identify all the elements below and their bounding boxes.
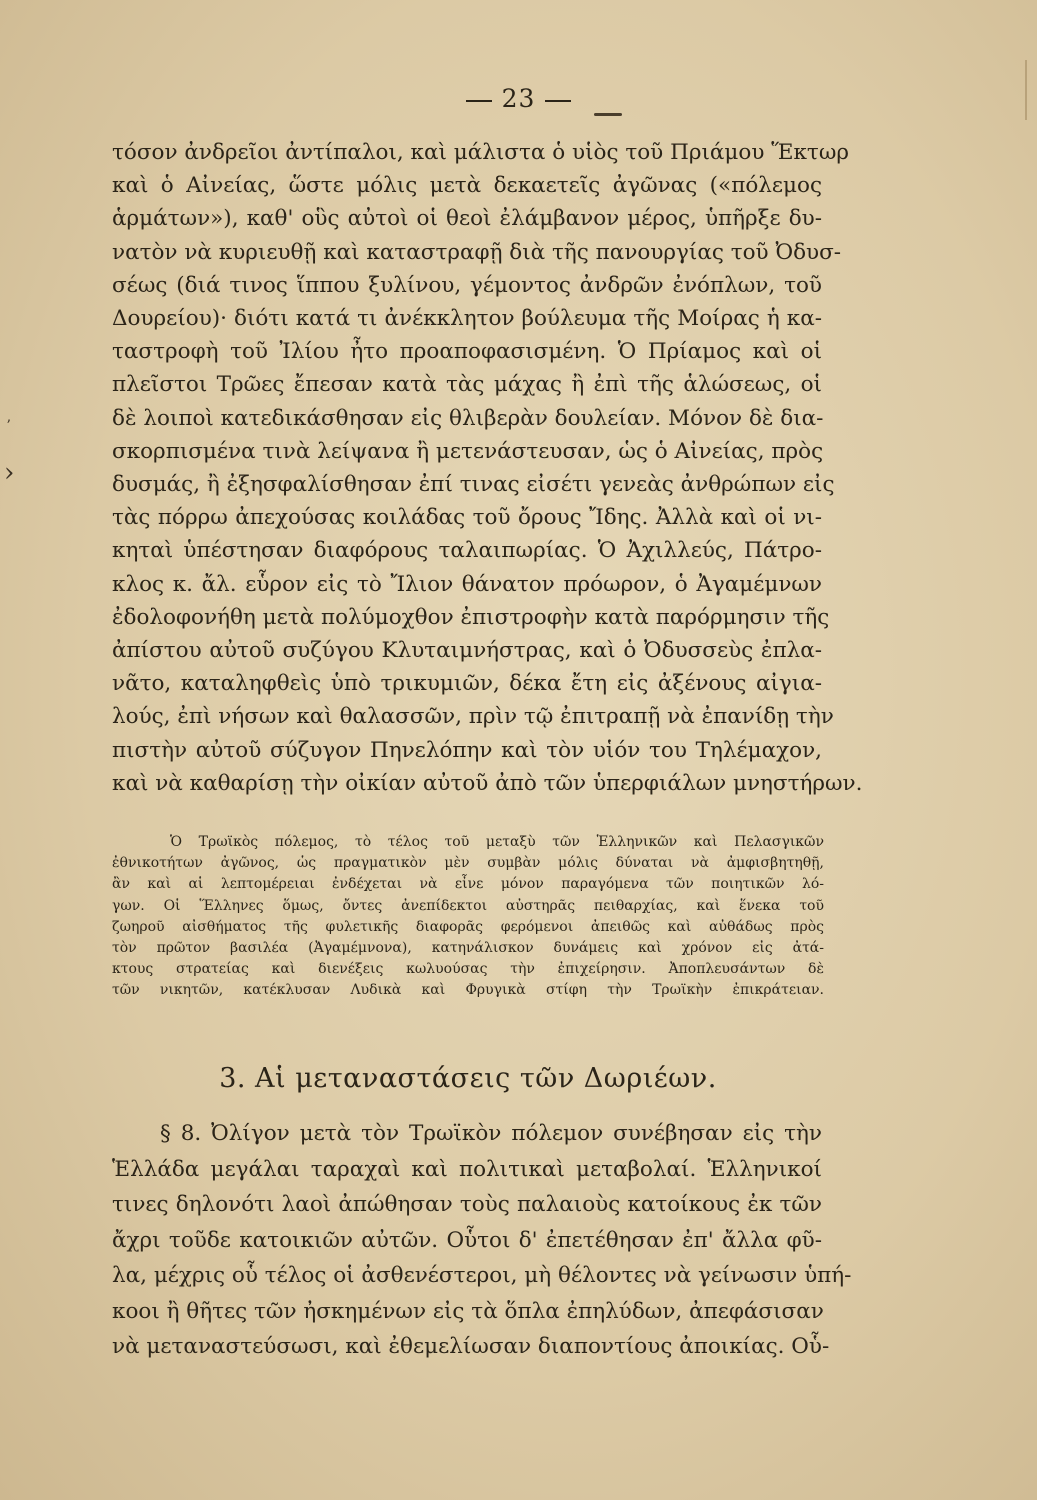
text-line: καὶ ὁ Αἰνείας, ὥστε μόλις μετὰ δεκαετεῖς ἀγῶνας («πόλεμος <box>112 173 822 199</box>
footnote-line: Ὁ Τρωϊκὸς πόλεμος, τὸ τέλος τοῦ μεταξὺ τῶν Ἑλληνικῶν καὶ Πελασγικῶν <box>170 834 824 850</box>
section-heading: 3. Αἱ μεταναστάσεις τῶν Δωριέων. <box>219 1063 717 1094</box>
footnote-line: τὸν πρῶτον βασιλέα (Ἀγαμέμνονα), κατηνάλισκον δυνάμεις καὶ χρόνον εἰς ἀτά- <box>112 940 824 957</box>
footnote <box>112 832 824 1002</box>
footnote-line: ζωηροῦ αἰσθήματος τῆς φυλετικῆς διαφορᾶς φερόμενοι ἀπειθῶς καὶ αὐθάδως πρὸς <box>112 918 824 935</box>
text-line: νατὸν νὰ κυριευθῇ καὶ καταστραφῇ διὰ τῆς πανουργίας τοῦ Ὀδυσ- <box>112 239 842 265</box>
text-line: σέως (διά τινος ἵππου ξυλίνου, γέμοντος ἀνδρῶν ἐνόπλων, τοῦ <box>112 272 822 298</box>
text-line: δυσμάς, ἢ ἐξησφαλίσθησαν ἐπί τινας εἰσέτι γενεὰς ἀνθρώπων εἰς <box>112 472 835 498</box>
text-line: ἐδολοφονήθη μετὰ πολύμοχθον ἐπιστροφὴν κατὰ παρόρμησιν τῆς <box>112 604 830 630</box>
header-ornament <box>594 113 622 116</box>
dash-right <box>545 100 571 102</box>
text-line: τόσον ἀνδρεῖοι ἀντίπαλοι, καὶ μάλιστα ὁ υἱὸς τοῦ Πριάμου Ἕκτωρ <box>112 140 849 165</box>
text-line: καὶ νὰ καθαρίσῃ τὴν οἰκίαν αὐτοῦ ἀπὸ τῶν ὑπερφιάλων μνηστήρων. <box>112 770 863 796</box>
text-line: κηταὶ ὑπέστησαν διαφόρους ταλαιπωρίας. Ὁ Ἀχιλλεύς, Πάτρο- <box>112 538 822 564</box>
margin-mark: ʼ <box>6 418 11 434</box>
dash-left <box>466 100 492 102</box>
text-line: πλεῖστοι Τρῶες ἔπεσαν κατὰ τὰς μάχας ἢ ἐπὶ τῆς ἁλώσεως, οἱ <box>112 372 822 398</box>
text-line: λούς, ἐπὶ νήσων καὶ θαλασσῶν, πρὶν τῷ ἐπιτραπῇ νὰ ἐπανίδῃ τὴν <box>112 704 834 730</box>
text-line: ἀπίστου αὐτοῦ συζύγου Κλυταιμνήστρας, καὶ ὁ Ὀδυσσεὺς ἐπλα- <box>112 638 822 664</box>
footnote-line: ἂν καὶ αἱ λεπτομέρειαι ἐνδέχεται νὰ εἶνε μόνον παραγόμενα τῶν ποιητικῶν λό- <box>112 876 824 893</box>
text-line: τινες δηλονότι λαοὶ ἀπώθησαν τοὺς παλαιοὺς κατοίκους ἐκ τῶν <box>112 1192 822 1217</box>
text-line: ἄχρι τοῦδε κατοικιῶν αὐτῶν. Οὗτοι δ' ἐπετέθησαν ἐπ' ἄλλα φῦ- <box>112 1227 822 1253</box>
text-line: ἁρμάτων»), καθ' οὓς αὐτοὶ οἱ θεοὶ ἐλάμβανον μέρος, ὑπῆρξε δυ- <box>112 206 822 232</box>
text-line: πιστὴν αὐτοῦ σύζυγον Πηνελόπην καὶ τὸν υἱόν του Τηλέμαχον, <box>112 737 822 763</box>
footnote-line: ἐθνικοτήτων ἀγῶνος, ὡς πραγματικὸν μὲν συμβὰν μόλις δύναται νὰ ἀμφισβητηθῇ, <box>112 855 824 872</box>
margin-bracket-mark: › <box>4 458 15 488</box>
page-number <box>0 84 1037 113</box>
text-line: ταστροφὴ τοῦ Ἰλίου ἦτο προαποφασισμένη. Ὁ Πρίαμος καὶ οἱ <box>112 339 822 365</box>
text-line: κοοι ἢ θῆτες τῶν ἠσκημένων εἰς τὰ ὅπλα ἐπηλύδων, ἀπεφάσισαν <box>112 1298 824 1324</box>
text-line: λα, μέχρις οὗ τέλος οἱ ἀσθενέστεροι, μὴ θέλοντες νὰ γείνωσιν ὑπή- <box>112 1263 852 1288</box>
footnote-line: τῶν νικητῶν, κατέκλυσαν Λυδικὰ καὶ Φρυγικὰ στίφη τὴν Τρωϊκὴν ἐπικράτειαν. <box>112 982 824 999</box>
text-line: Ἑλλάδα μεγάλαι ταραχαὶ καὶ πολιτικαὶ μεταβολαί. Ἑλληνικοί <box>112 1156 822 1182</box>
footnote-line: κτους στρατείας καὶ διενέξεις κωλυούσας τὴν ἐπιχείρησιν. Ἀποπλευσάντων δὲ <box>112 961 824 978</box>
text-line: κλος κ. ἄλ. εὗρον εἰς τὸ Ἴλιον θάνατον πρόωρον, ὁ Ἀγαμέμνων <box>112 571 822 597</box>
text-line: § 8. Ὀλίγον μετὰ τὸν Τρωϊκὸν πόλεμον συνέβησαν εἰς τὴν <box>160 1121 822 1146</box>
text-line: νὰ μεταναστεύσωσι, καὶ ἐθεμελίωσαν διαποντίους ἀποικίας. Οὗ- <box>112 1334 830 1359</box>
text-line: Δουρείου)· διότι κατά τι ἀνέκκλητον βούλευμα τῆς Μοίρας ἡ κα- <box>112 306 822 332</box>
text-line: σκορπισμένα τινὰ λείψανα ἢ μετενάστευσαν, ὡς ὁ Αἰνείας, πρὸς <box>112 438 824 464</box>
text-line: τὰς πόρρω ἀπεχούσας κοιλάδας τοῦ ὄρους Ἴδης. Ἀλλὰ καὶ οἱ νι- <box>112 505 822 531</box>
text-line: νᾶτο, καταληφθεὶς ὑπὸ τρικυμιῶν, δέκα ἔτη εἰς ἀξένους αἰγια- <box>112 671 822 697</box>
section-paragraph <box>112 1116 852 1365</box>
page-number-value: 23 <box>501 84 536 113</box>
footnote-line: γων. Οἱ Ἕλληνες ὅμως, ὄντες ἀνεπίδεκτοι αὐστηρᾶς πειθαρχίας, καὶ ἕνεκα τοῦ <box>112 897 824 914</box>
text-line: δὲ λοιποὶ κατεδικάσθησαν εἰς θλιβερὰν δουλείαν. Μόνον δὲ δια- <box>112 405 824 431</box>
main-paragraph <box>112 136 863 800</box>
